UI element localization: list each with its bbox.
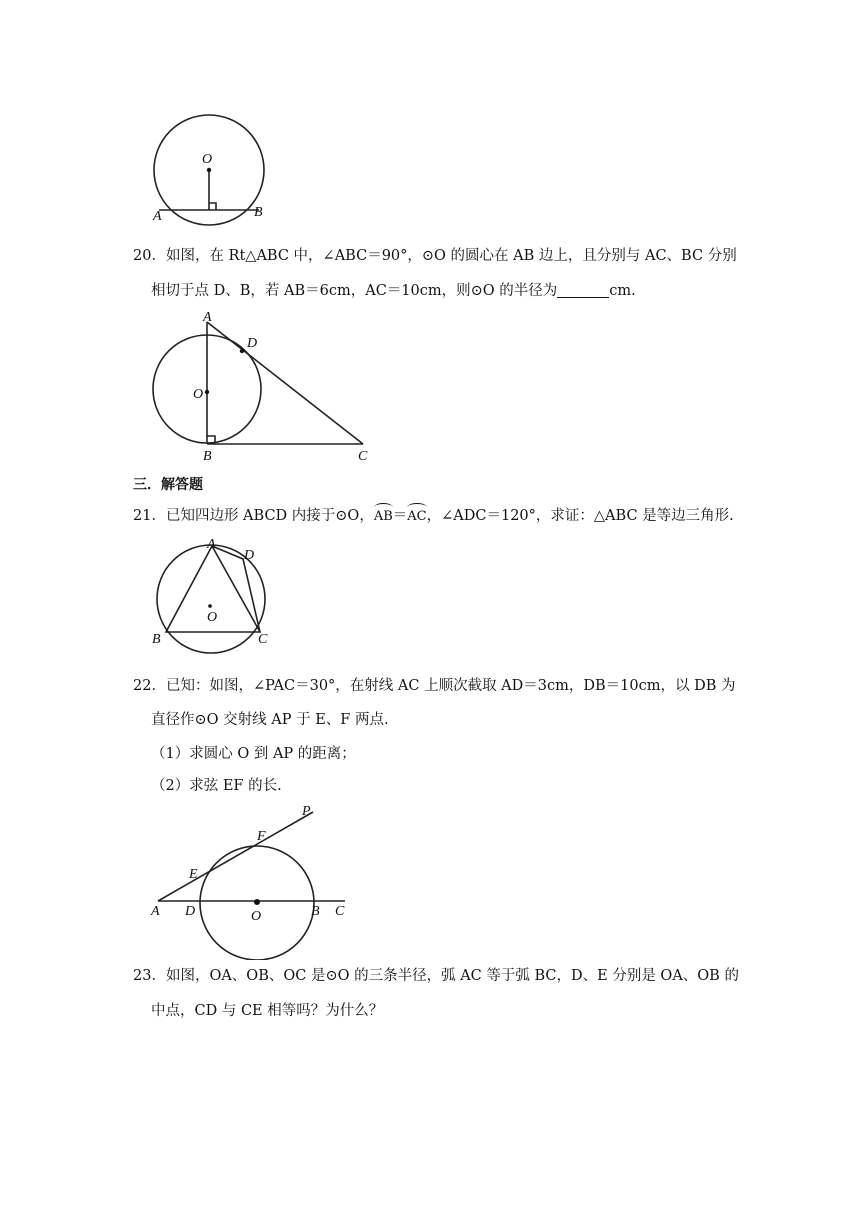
label-e: E [189, 867, 198, 882]
label-f: F [257, 829, 266, 844]
q22-line-2: 直径作⊙O 交射线 AP 于 E、F 两点. [151, 712, 389, 728]
label-o: O [251, 909, 262, 924]
center-dot [205, 390, 209, 394]
center-dot [207, 168, 211, 172]
center-dot [254, 899, 260, 905]
label-b: B [254, 205, 263, 220]
label-a: A [153, 209, 162, 224]
label-a: A [207, 537, 216, 552]
figure-21 [148, 535, 283, 660]
right-angle-mark [209, 203, 216, 210]
figure-22 [145, 800, 360, 960]
label-b: B [311, 904, 320, 919]
figure-19 [145, 112, 275, 232]
tangent-point-d [240, 349, 244, 353]
q23-line-2: 中点，CD 与 CE 相等吗？为什么？ [151, 1003, 384, 1019]
label-d: D [247, 336, 258, 351]
q21-eq: ＝ [392, 508, 408, 524]
label-c: C [358, 449, 368, 464]
center-dot [208, 604, 212, 608]
q21-line [133, 506, 734, 527]
q20-unit: cm. [609, 283, 636, 299]
label-b: B [152, 632, 161, 647]
q20-line-2-text: 相切于点 D、B，若 AB＝6cm，AC＝10cm，则⊙O 的半径为 [151, 283, 558, 299]
section-heading: 三．解答题 [133, 477, 203, 493]
label-a: A [151, 904, 160, 919]
q22-sub-1: （1）求圆心 O 到 AP 的距离； [151, 746, 356, 762]
label-o: O [202, 152, 213, 167]
answer-blank[interactable] [557, 283, 609, 298]
q22-line-1: 22．已知：如图，∠PAC＝30°，在射线 AC 上顺次截取 AD＝3cm，DB＝10cm，以 DB 为 [133, 678, 736, 694]
label-c: C [258, 632, 268, 647]
segment-ac [207, 322, 363, 444]
q20-line-1: 20．如图，在 Rt△ABC 中，∠ABC＝90°，⊙O 的圆心在 AB 边上，且分别与 AC、BC 分别 [133, 248, 737, 264]
label-o: O [207, 610, 218, 625]
q21-text-2: ，∠ADC＝120°，求证：△ABC 是等边三角形. [426, 508, 734, 524]
label-d: D [185, 904, 196, 919]
label-p: P [302, 804, 311, 819]
label-a: A [203, 310, 212, 325]
label-d: D [244, 548, 255, 563]
figure-20 [145, 305, 385, 470]
q21-text-1: 21．已知四边形 ABCD 内接于⊙O， [133, 508, 374, 524]
label-o: O [193, 387, 204, 402]
q23-line-1: 23．如图，OA、OB、OC 是⊙O 的三条半径，弧 AC 等于弧 BC，D、E 分别是 OA、OB 的 [133, 968, 739, 984]
label-b: B [203, 449, 212, 464]
q20-line-2 [151, 281, 636, 301]
q22-sub-2: （2）求弦 EF 的长. [151, 778, 282, 794]
arc-ab: AB [374, 507, 393, 527]
arc-ac: AC [407, 507, 426, 527]
label-c: C [335, 904, 345, 919]
